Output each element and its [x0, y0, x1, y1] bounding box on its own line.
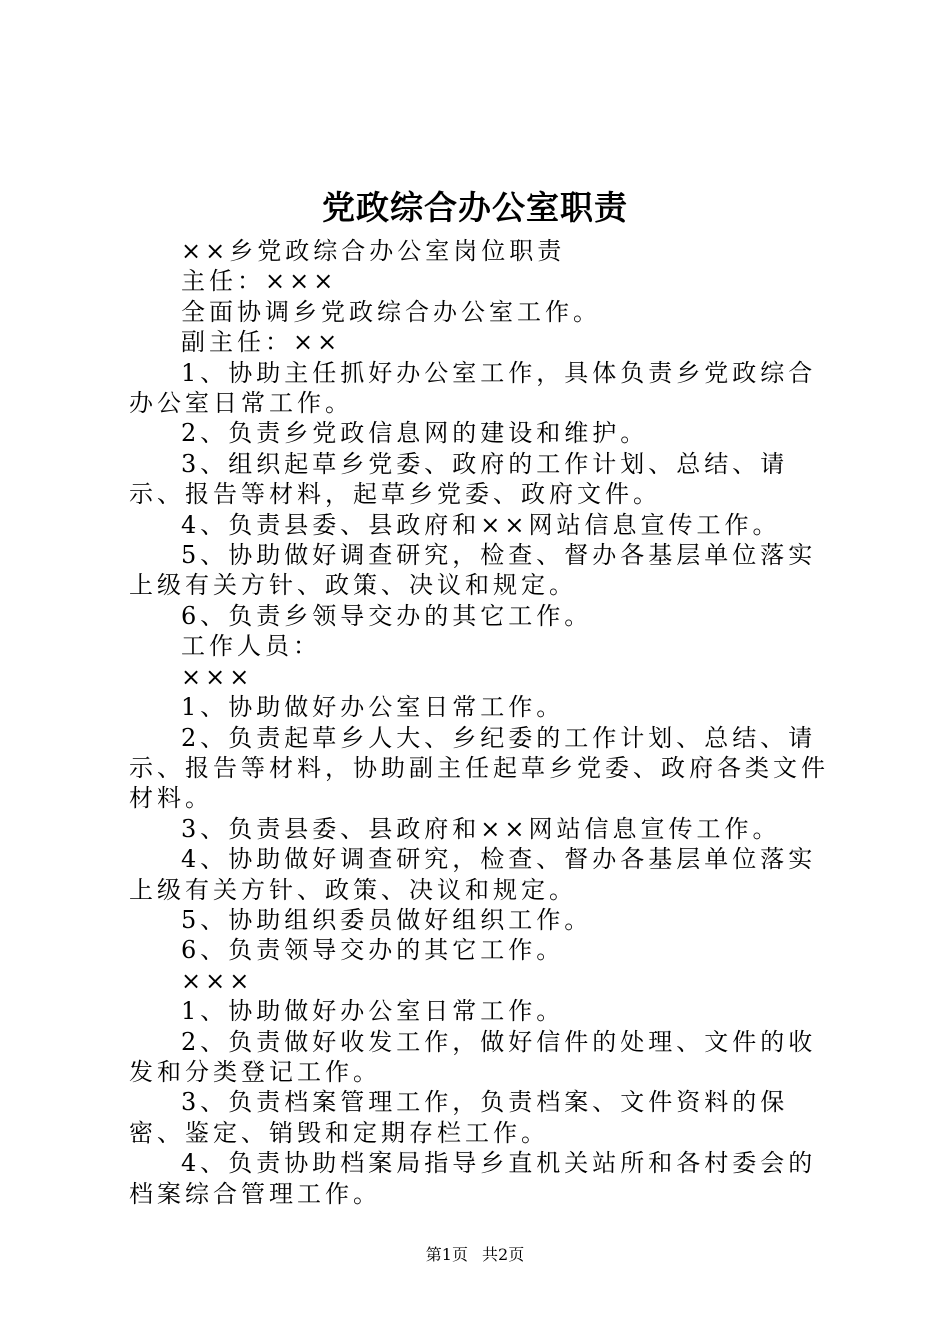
page-number: 第1页	[425, 1245, 468, 1264]
paragraph-staff-b-duty-2: 2、负责做好收发工作，做好信件的处理、文件的收发和分类登记工作。	[129, 1027, 817, 1086]
paragraph-staff-heading: 工作人员：	[181, 632, 321, 661]
paragraph-deputy-duty-2: 2、负责乡党政信息网的建设和维护。	[181, 419, 649, 448]
paragraph-staff-b-duty-1: 1、协助做好办公室日常工作。	[181, 997, 565, 1026]
document-body	[129, 236, 833, 1209]
paragraph-director: 主任：×××	[181, 267, 338, 296]
paragraph-staff-b-duty-3: 3、负责档案管理工作，负责档案、文件资料的保密、鉴定、销毁和定期存栏工作。	[129, 1088, 789, 1147]
paragraph-heading: ××乡党政综合办公室岗位职责	[181, 237, 566, 265]
paragraph-staff-b: ×××	[181, 966, 254, 995]
paragraph-staff-a-duty-6: 6、负责领导交办的其它工作。	[181, 936, 565, 965]
paragraph-deputy-duty-5: 5、协助做好调查研究，检查、督办各基层单位落实上级有关方针、政策、决议和规定。	[129, 541, 817, 600]
document-title: 党政综合办公室职责	[322, 188, 628, 227]
paragraph-deputy-duty-6: 6、负责乡领导交办的其它工作。	[181, 601, 593, 630]
page-total: 共2页	[482, 1245, 525, 1264]
paragraph-staff-a-duty-2: 2、负责起草乡人大、乡纪委的工作计划、总结、请示、报告等材料，协助副主任起草乡党委、政府各类文件材料。	[129, 723, 829, 813]
page-footer	[0, 1244, 950, 1266]
paragraph-staff-a: ×××	[181, 662, 254, 691]
paragraph-staff-a-duty-4: 4、协助做好调查研究，检查、督办各基层单位落实上级有关方针、政策、决议和规定。	[129, 845, 817, 904]
paragraph-deputy-director: 副主任：××	[181, 328, 342, 357]
paragraph-deputy-duty-1: 1、协助主任抓好办公室工作，具体负责乡党政综合办公室日常工作。	[129, 358, 817, 418]
paragraph-staff-a-duty-5: 5、协助组织委员做好组织工作。	[181, 905, 593, 934]
paragraph-staff-a-duty-1: 1、协助做好办公室日常工作。	[181, 693, 565, 722]
paragraph-staff-b-duty-4: 4、负责协助档案局指导乡直机关站所和各村委会的档案综合管理工作。	[129, 1149, 817, 1208]
paragraph-staff-a-duty-3: 3、负责县委、县政府和××网站信息宣传工作。	[181, 814, 781, 843]
paragraph-director-duty: 全面协调乡党政综合办公室工作。	[181, 297, 601, 326]
paragraph-deputy-duty-3: 3、组织起草乡党委、政府的工作计划、总结、请示、报告等材料，起草乡党委、政府文件。	[129, 449, 789, 509]
paragraph-deputy-duty-4: 4、负责县委、县政府和××网站信息宣传工作。	[181, 510, 781, 539]
